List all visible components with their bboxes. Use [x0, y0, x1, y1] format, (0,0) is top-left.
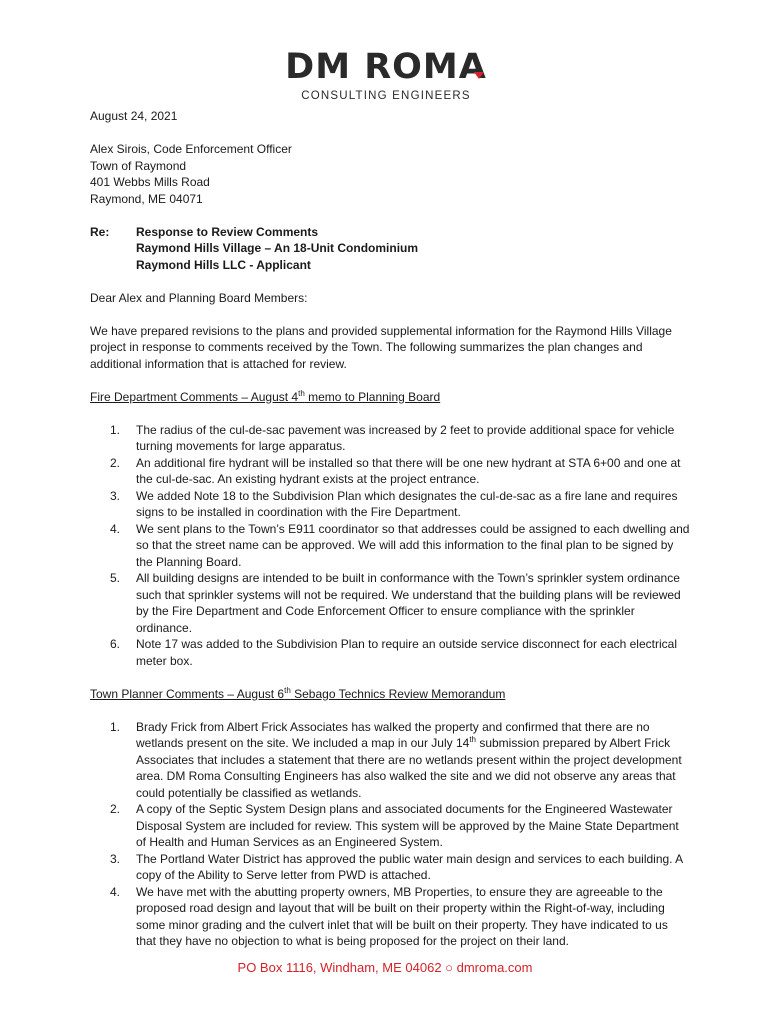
planner-comments-list [90, 719, 690, 950]
subject-label: Re: [90, 224, 110, 239]
list-item: 4. We have met with the abutting property owners, MB Properties, to ensure they are agreeable to the proposed road design and layout that will be built on their property within the Right-of-way, including some minor grading and the culvert inlet that will be built on their property. They have indicated to us that they have no objection to what is being proposed for the project on their land. [110, 884, 668, 948]
list-item: 6. Note 17 was added to the Subdivision Plan to require an outside service disconnect for each electrical meter box. [110, 637, 677, 668]
list-item: 1. The radius of the cul-de-sac pavement was increased by 2 feet to provide additional space for vehicle turning movements for large apparatus. [110, 422, 675, 453]
list-item: 1. Brady Frick from Albert Frick Associates has walked the property and confirmed that there are no wetlands present on the site. We included a map in our July 14th submission prepared by Albert Frick Associates that includes a statement that there are no wetlands present within the project development area. DM Roma Consulting Engineers has also walked the site and we did not observe any areas that could potentially be classified as wetlands. [110, 719, 682, 800]
company-logo [282, 48, 490, 102]
logo-subtitle: CONSULTING ENGINEERS [301, 90, 471, 102]
list-item: 4. We sent plans to the Town’s E911 coordinator so that addresses could be assigned to each dwelling and so that the street name can be approved. We will add this information to the final plan to be signed by the Planning Board. [110, 521, 690, 569]
letter-body [90, 108, 690, 950]
fire-section-heading: Fire Department Comments – August 4th memo to Planning Board [90, 388, 441, 404]
subject-line: Response to Review Comments [136, 224, 319, 239]
recipient-line: Alex Sirois, Code Enforcement Officer [90, 142, 292, 156]
list-item: 2. An additional fire hydrant will be installed so that there will be one new hydrant at STA 6+00 and one at the cul-de-sac. An existing hydrant exists at the project entrance. [110, 455, 681, 486]
recipient-line: Town of Raymond [90, 158, 187, 173]
logo-wordmark [282, 48, 490, 86]
recipient-address [90, 141, 690, 207]
subject-line: Raymond Hills Village – An 18-Unit Condominium [136, 241, 419, 255]
logo-main-text: DM ROMA [285, 47, 487, 87]
fire-comments-list [90, 422, 690, 670]
intro-paragraph: We have prepared revisions to the plans and provided supplemental information for the Raymond Hills Village project in response to comments received by the Town. The following summarizes the plan changes and additional information that is attached for review. [90, 323, 672, 371]
recipient-line: Raymond, ME 04071 [90, 191, 203, 206]
recipient-line: 401 Webbs Mills Road [90, 175, 210, 189]
letter-footer: PO Box 1116, Windham, ME 04062 ○ dmroma.com [237, 960, 533, 975]
list-item: 5. All building designs are intended to be built in conformance with the Town’s sprinkler system ordinance such that sprinkler systems will not be required. We understand that the building plans will be reviewed by the Fire Department and Code Enforcement Officer to ensure compliance with the sprinkler ordinance. [110, 571, 681, 635]
logo-triangle-icon [474, 72, 484, 79]
salutation: Dear Alex and Planning Board Members: [90, 290, 308, 305]
list-item: 3. We added Note 18 to the Subdivision Plan which designates the cul-de-sac as a fire lane and requires signs to be installed in coordination with the Fire Department. [110, 488, 678, 519]
subject-line: Raymond Hills LLC - Applicant [136, 257, 311, 272]
planner-section-heading: Town Planner Comments – August 6th Sebago Technics Review Memorandum [90, 685, 506, 701]
letter-date: August 24, 2021 [90, 109, 178, 123]
list-item: 3. The Portland Water District has approved the public water main design and services to each building. A copy of the Ability to Serve letter from PWD is attached. [110, 851, 683, 882]
list-item: 2. A copy of the Septic System Design plans and associated documents for the Engineered Wastewater Disposal System are included for review. This system will be approved by the Maine State Department of Health and Human Services as an Engineered System. [110, 802, 679, 849]
subject-block [90, 224, 690, 274]
